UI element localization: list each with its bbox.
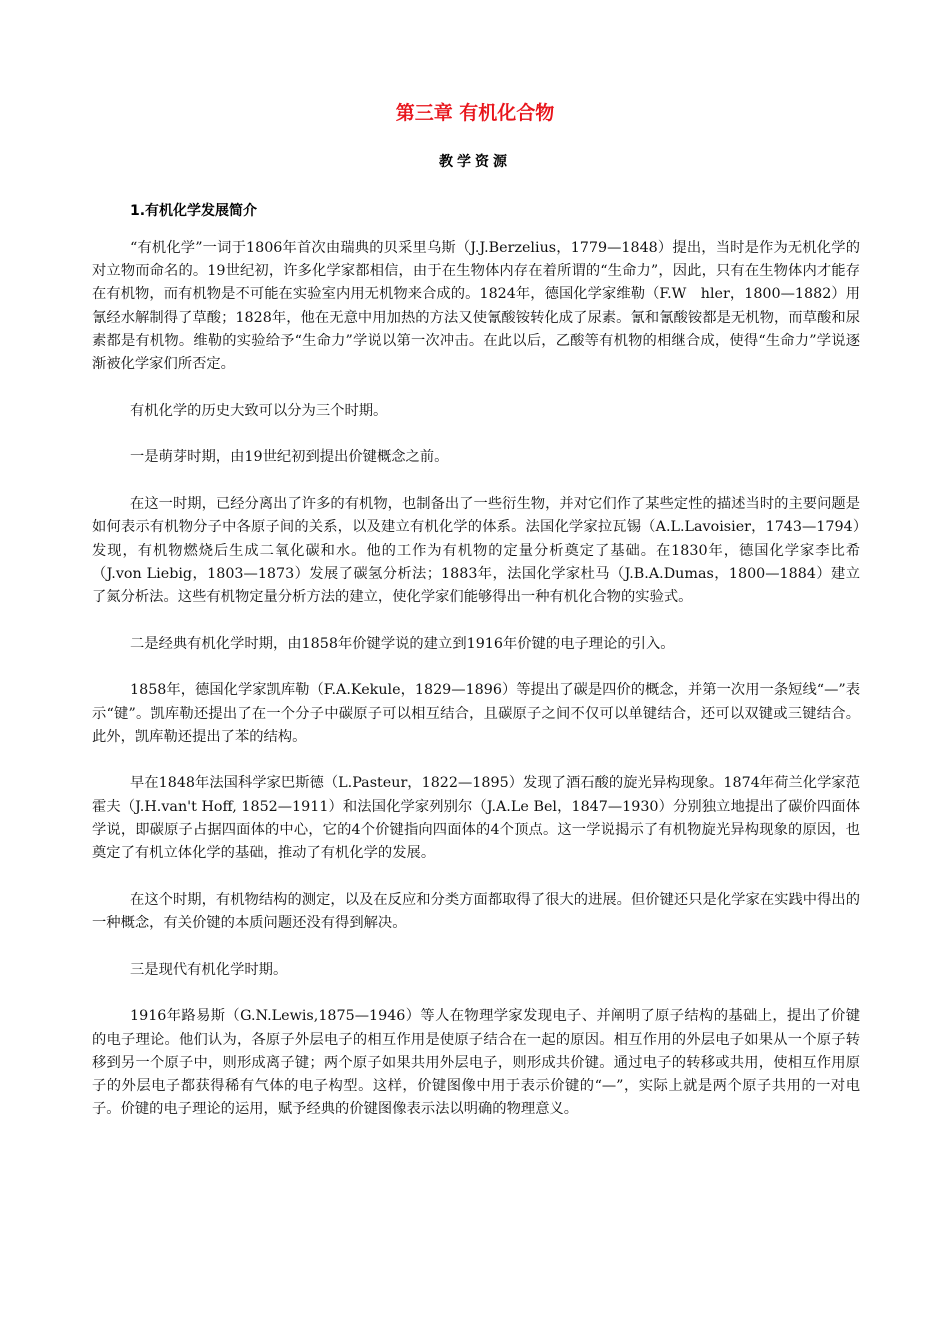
section-heading: 1.有机化学发展简介 bbox=[130, 203, 258, 219]
chapter-title: 第三章 有机化合物 bbox=[395, 102, 555, 124]
paragraph: 在这个时期，有机物结构的测定，以及在反应和分类方面都取得了很大的进展。但价键还只是化学家在实践中得出的一种概念，有关价键的本质问题还没有得到解决。 bbox=[92, 891, 860, 931]
paragraph: 1858年，德国化学家凯库勒（F.A.Kekule，1829—1896）等提出了碳是四价的概念，并第一次用一条短线“—”表示“键”。凯库勒还提出了在一个分子中碳原子可以相互结合，且碳原子之间不仅可以单键结合，还可以双键或三键结合。此外，凯库勒还提出了苯的结构。 bbox=[92, 682, 860, 745]
paragraph: “有机化学”一词于1806年首次由瑞典的贝采里乌斯（J.J.Berzelius，1779—1848）提出，当时是作为无机化学的对立物而命名的。19世纪初，许多化学家都相信，由于在生物体内存在着所谓的“生命力”，因此，只有在生物体内才能存在有机物，而有机物是不可能在实验室内用无机物来合成的。1824年，德国化学家维勒（F.W hler，1800—1882）用氰经水解制得了草酸；1828年，他在无意中用加热的方法又使氰酸铵转化成了尿素。氰和氰酸铵都是无机物，而草酸和尿素都是有机物。维勒的实验给予“生命力”学说以第一次冲击。在此以后，乙酸等有机物的相继合成，使得“生命力”学说逐渐被化学家们所否定。 bbox=[92, 240, 861, 373]
paragraph: 二是经典有机化学时期，由1858年价键学说的建立到1916年价键的电子理论的引入。 bbox=[130, 635, 675, 652]
paragraph: 1916年路易斯（G.N.Lewis,1875—1946）等人在物理学家发现电子、并阐明了原子结构的基础上，提出了价键的电子理论。他们认为，各原子外层电子的相互作用是使原子结合在一起的原因。相互作用的外层电子如果从一个原子转移到另一个原子中，则形成离子键；两个原子如果共用外层电子，则形成共价键。通过电子的转移或共用，使相互作用原子的外层电子都获得稀有气体的电子构型。这样，价键图像中用于表示价键的“—”，实际上就是两个原子共用的一对电子。价键的电子理论的运用，赋予经典的价键图像表示法以明确的物理意义。 bbox=[92, 1008, 860, 1118]
paragraph: 三是现代有机化学时期。 bbox=[130, 961, 288, 978]
paragraph: 一是萌芽时期，由19世纪初到提出价键概念之前。 bbox=[130, 449, 449, 466]
body-text bbox=[92, 237, 860, 1145]
paragraph: 有机化学的历史大致可以分为三个时期。 bbox=[130, 402, 388, 419]
paragraph: 早在1848年法国科学家巴斯德（L.Pasteur，1822—1895）发现了酒石酸的旋光异构现象。1874年荷兰化学家范霍夫（J.H.van't Hoff, 1852—1911）和法国化学家列别尔（J.A.Le Bel，1847—1930）分别独立地提出了碳价四面体学说，即碳原子占据四面体的中心，它的4个价键指向四面体的4个顶点。这一学说揭示了有机物旋光异构现象的原因，也奠定了有机立体化学的基础，推动了有机化学的发展。 bbox=[92, 775, 860, 862]
section-subtitle: 教学资源 bbox=[439, 154, 511, 170]
paragraph: 在这一时期，已经分离出了许多的有机物，也制备出了一些衍生物，并对它们作了某些定性的描述当时的主要问题是如何表示有机物分子中各原子间的关系，以及建立有机化学的体系。法国化学家拉瓦锡（A.L.Lavoisier，1743—1794）发现，有机物燃烧后生成二氧化碳和水。他的工作为有机物的定量分析奠定了基础。在1830年，德国化学家李比希（J.von Liebig，1803—1873）发展了碳氢分析法；1883年，法国化学家杜马（J.B.A.Dumas，1800—1884）建立了氮分析法。这些有机物定量分析方法的建立，使化学家们能够得出一种有机化合物的实验式。 bbox=[92, 496, 860, 605]
